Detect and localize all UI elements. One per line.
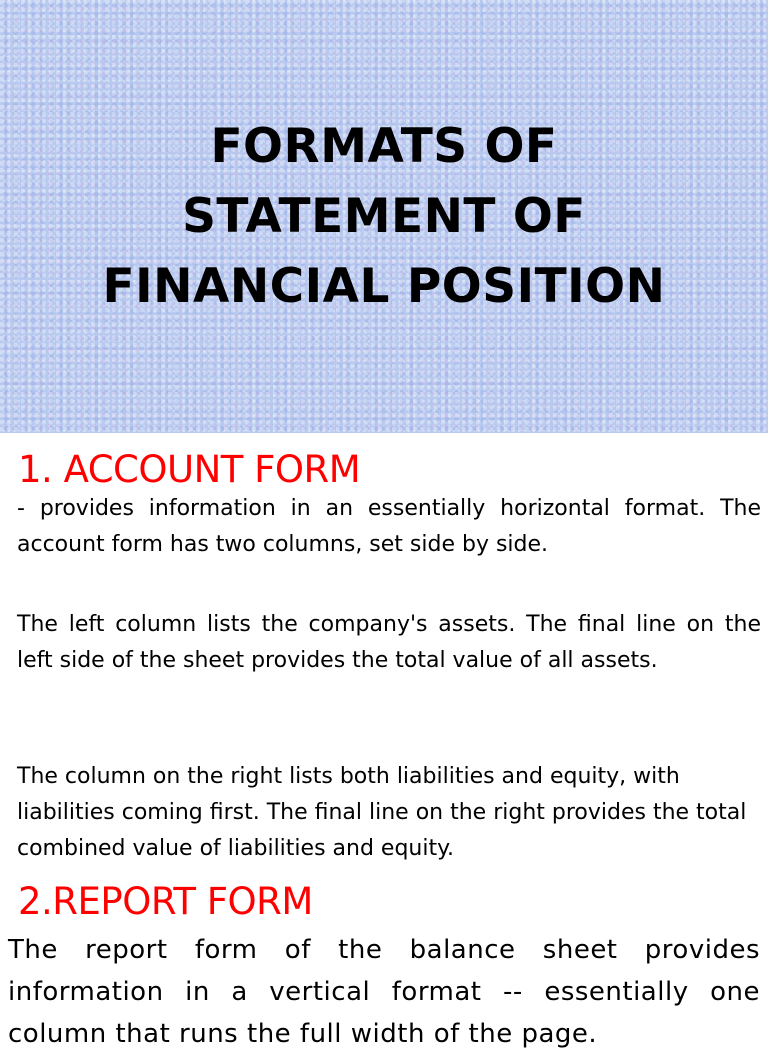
report-form-heading: 2.REPORT FORM bbox=[18, 880, 313, 923]
account-form-right-column: The column on the right lists both liabilities and equity, with liabilities coming first. The final line on the right provides the total combined value of liabilities and equity. bbox=[17, 764, 747, 861]
content-slide bbox=[0, 433, 768, 1049]
title-line-1: FORMATS OF bbox=[210, 119, 558, 174]
account-form-left-column: The left column lists the company's assets. The final line on the left side of the sheet provides the total value of all assets. bbox=[17, 612, 761, 673]
account-form-definition: - provides information in an essentially horizontal format. The account form has two columns, set side by side. bbox=[17, 496, 761, 557]
title-line-2: STATEMENT OF bbox=[182, 189, 586, 244]
slide-title bbox=[0, 112, 768, 322]
title-slide bbox=[0, 0, 768, 433]
account-form-heading: 1. ACCOUNT FORM bbox=[18, 448, 361, 491]
report-form-definition: The report form of the balance sheet provides information in a vertical format -- essentially one column that runs the full width of the page. bbox=[8, 935, 760, 1049]
title-line-3: FINANCIAL POSITION bbox=[102, 259, 666, 314]
